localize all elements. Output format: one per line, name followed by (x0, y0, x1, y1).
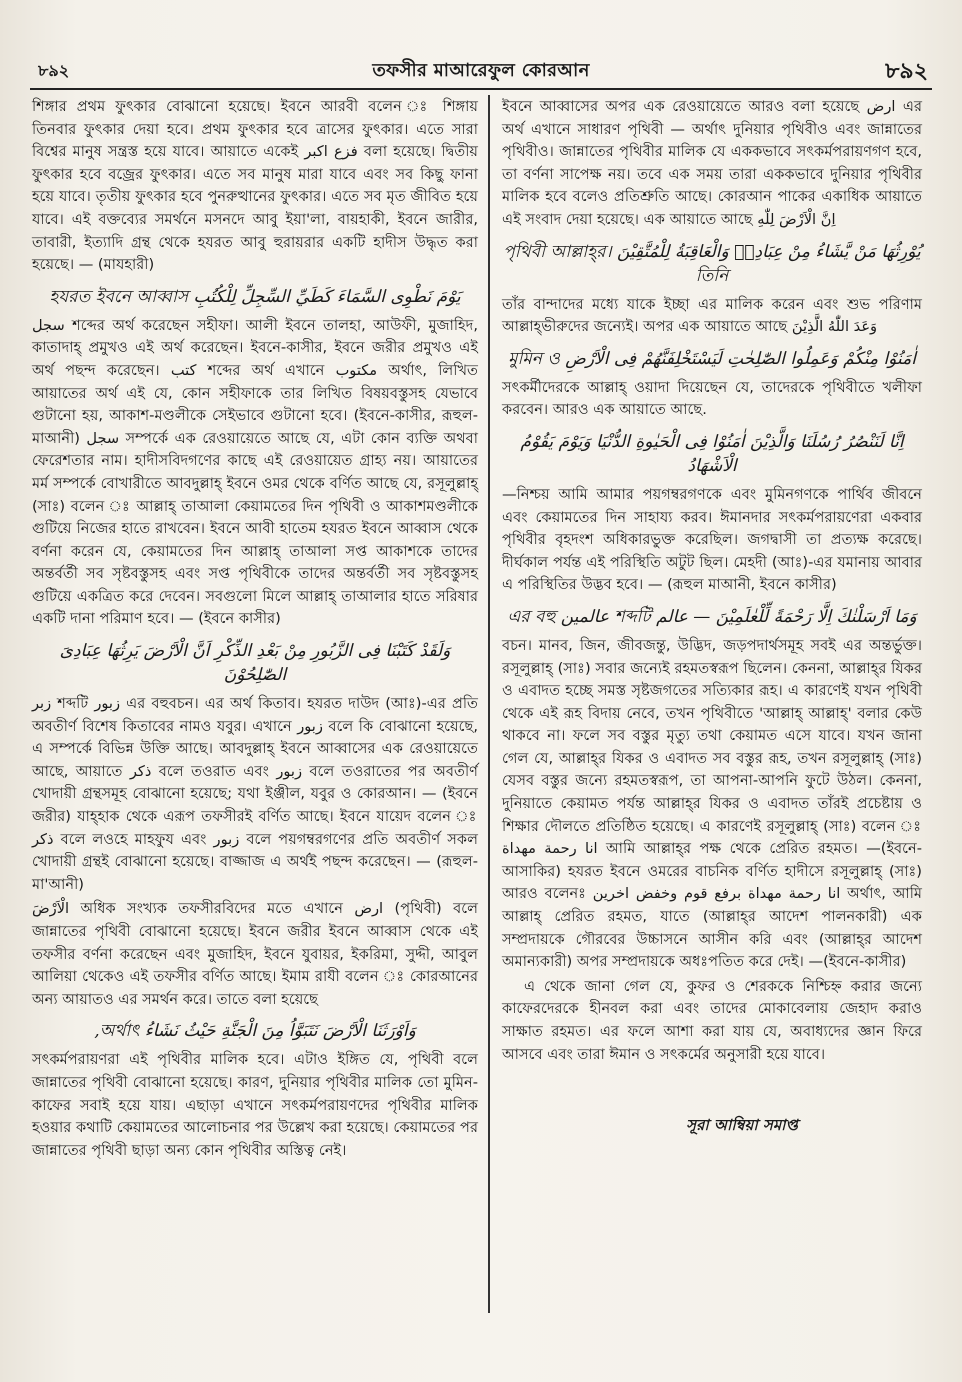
page-number-left: ৮৯২ (38, 61, 70, 80)
paragraph: —নিশ্চয় আমি আমার পয়গম্বরগণকে এবং মুমিনগণকে পার্থিব জীবনে এবং কেয়ামতের দিন সাহায্য করব। ঈমানদার সৎকর্মপরায়ণেরা একবার পৃথিবীর বৃহদংশ অধিকারভুক্ত করেছিল। জগদ্বাসী তা প্রত্যক্ষ করেছে। দীর্ঘকাল পর্যন্ত এই পরিস্থিতি অটুট ছিল। মেহদী (আঃ)-এর যমানায় আবার এ পরিস্থিতির উদ্ভব হবে। — (রূহুল মাআনী, ইবনে কাসীর) (502, 485, 922, 594)
arabic-verse: اٰمَنُوْا مِنْكُمْ وَعَمِلُوا الصّٰلِحٰتِ لَيَسْتَخْلِفَنَّهُمْ فِى الْاَرْضِ মুমিন ও (508, 348, 916, 369)
arabic-verse: وَلَقَدْ كَتَبْنَا فِى الزَّبُورِ مِنْ بَعْدِ الذِّكْرِ اَنَّ الْاَرْضَ يَرِثُهَا عِبَادِىَ الصّٰلِحُوْنَ (59, 641, 451, 686)
running-title: তফসীর মাআরেফুল কোরআন (372, 60, 590, 81)
paragraph: শিঙ্গার প্রথম ফুৎকার বোঝানো হয়েছে। ইবনে আরবী বলেন ঃ শিঙ্গায় তিনবার ফুৎকার দেয়া হবে। প্রথম ফুৎকার হবে ত্রাসের ফুৎকার। এতে সারা বিশ্বের মানুষ সন্ত্রস্ত হয়ে যাবে। আয়াতে একেই فزع اكبر বলা হয়েছে। দ্বিতীয় ফুৎকার হবে বজ্রের ফুৎকার। এতে সব মানুষ মারা যাবে এবং সব কিছু ফানা হয়ে যাবে। তৃতীয় ফুৎকার হবে পুনরুত্থানের ফুৎকার। এতে সব মৃত জীবিত হয়ে যাবে। এই বক্তব্যের সমর্থনে মসনদে আবু ইয়া'লা, বায়হাকী, ইবনে জারীর, তাবারী, ইত্যাদি গ্রন্থ থেকে হযরত আবু হুরায়রার একটি হাদীস উদ্ধৃত করা হয়েছে। — (মাযহারী) (32, 98, 478, 274)
column-divider (488, 95, 490, 1313)
paragraph: سجل শব্দের অর্থ করেছেন সহীফা। আলী ইবনে তালহা, আউফী, মুজাহিদ, কাতাদাহ্ প্রমুখও এই অর্থ করেছেন। ইবনে-কাসীর, ইবনে জরীর প্রমুখও এই অর্থ পছন্দ করেছেন। كتب শব্দের অর্থ এখানে مكتوب অর্থাৎ, লিখিত আয়াতের অর্থ এই যে, কোন সহীফাকে তার লিখিত বিষয়বস্তুসহ যেভাবে গুটানো হয়, আকাশ-মণ্ডলীকে সেইভাবে গুটানো হবে। (ইবনে-কাসীর, রূহুল-মাআনী) سجل সম্পর্কে এক রেওয়ায়েতে আছে যে, এটা কোন ব্যক্তি অথবা ফেরেশতার নাম। হাদীসবিদগণের কাছে এই রেওয়ায়েত গ্রাহ্য নয়। আয়াতের মর্ম সম্পর্কে বোখারীতে আবদুল্লাহ্ ইবনে ওমর থেকে বর্ণিত আছে যে, রসূলুল্লাহ্ (সাঃ) বলেন ঃ আল্লাহ্ তাআলা কেয়ামতের দিন পৃথিবী ও আকাশমণ্ডলীকে গুটিয়ে নিজের হাতে রাখবেন। ইবনে আবী হাতেম হযরত ইবনে আব্বাস থেকে বর্ণনা করেন যে, কেয়ামতের দিন আল্লাহ্ তাআলা সপ্ত আকাশকে তাদের অন্তর্বর্তী সব সৃষ্টবস্তুসহ এবং সপ্ত পৃথিবীকে তাদের অন্তর্বর্তী সব সৃষ্টবস্তুসহ গুটিয়ে একত্রিত করে দেবেন। সবগুলো মিলে আল্লাহ্ তাআলার হাতে সরিষার একটি দানা পরিমাণ হবে। — (ইবনে কাসীর) (32, 316, 479, 628)
paragraph: সৎকর্মপরায়ণরা এই পৃথিবীর মালিক হবে। এটাও ইঙ্গিত যে, পৃথিবী বলে জান্নাতের পৃথিবী বোঝানো হয়েছে। কারণ, দুনিয়ার পৃথিবীর মালিক তো মুমিন-কাফের সবাই হয়ে যায়। এছাড়া এখানে সৎকর্মপরায়ণদের পৃথিবীর মালিক হওয়ার কথাটি কেয়ামতের আলোচনার পর উল্লেখ করা হয়েছে। কেয়ামতের পর জান্নাতের পৃথিবী ছাড়া অন্য কোন পৃথিবীর অস্তিত্ব নেই। (32, 1051, 478, 1159)
paragraph: বচন। মানব, জিন, জীবজন্তু, উদ্ভিদ, জড়পদার্থসমূহ সবই এর অন্তর্ভুক্ত। রসূলুল্লাহ্ (সাঃ) সবার জন্যেই রহমতস্বরূপ ছিলেন। কেননা, আল্লাহ্‌র যিকর ও এবাদত হচ্ছে সমস্ত সৃষ্টজগতের সত্যিকার রূহ। এ কারণেই যখন পৃথিবী থেকে এই রূহ বিদায় নেবে, তখন পৃথিবীতে 'আল্লাহ্ আল্লাহ্' বলার কেউ থাকবে না। ফলে সব বস্তুর মৃত্যু তথা কেয়ামত এসে যাবে। যখন জানা গেল যে, আল্লাহ্‌র যিকর ও এবাদত সব বস্তুর রূহ, তখন রসূলুল্লাহ্ (সাঃ) যেসব বস্তুর জন্যে রহমতস্বরূপ, তা আপনা-আপনি ফুটে উঠল। কেননা, দুনিয়াতে কেয়ামত পর্যন্ত আল্লাহ্‌র যিকর ও এবাদত তাঁরই প্রচেষ্টায় ও শিক্ষার দৌলতে প্রতিষ্ঠিত হয়েছে। এ কারণেই রসূলুল্লাহ্ (সাঃ) বলেন ঃ انا رحمة مهداة আমি আল্লাহ্‌র পক্ষ থেকে প্রেরিত রহমত। —(ইবনে-আসাকির) হযরত ইবনে ওমরের বাচনিক বর্ণিত হাদীসে রসূলুল্লাহ্ (সাঃ) আরও বলেনঃ انا رحمة مهداة برفع قوم وخفض اخرين অর্থাৎ, আমি আল্লাহ্ প্রেরিত রহমত, যাতে (আল্লাহ্‌র আদেশ পালনকারী) এক সম্প্রদায়কে গৌরবের উচ্চাসনে আসীন করি এবং (আল্লাহ্‌র আদেশ অমান্যকারী) অপর সম্প্রদায়কে অধঃপতিত করে দেই। —(ইবনে-কাসীর) (502, 636, 922, 971)
paragraph: এ থেকে জানা গেল যে, কুফর ও শেরককে নিশ্চিহ্ন করার জন্যে কাফেরদেরকে হীনবল করা এবং তাদের মোকাবেলায় জেহাদ করাও সাক্ষাত রহমত। এর ফলে আশা করা যায় যে, অবাধ্যদের জ্ঞান ফিরে আসবে এবং তারা ঈমান ও সৎকর্মের অনুসারী হয়ে যাবে। (502, 977, 922, 1063)
page-number-right: ৮৯২ (885, 59, 928, 84)
paragraph: ইবনে আব্বাসের অপর এক রেওয়ায়েতে আরও বলা হয়েছে ارض এর অর্থ এখানে সাধারণ পৃথিবী — অর্থাৎ দুনিয়ার পৃথিবীও এবং জান্নাতের পৃথিবীও। জান্নাতের পৃথিবীর মালিক যে এককভাবে সৎকর্মপরায়ণগণ হবে, তা বর্ণনা সাপেক্ষ নয়। তবে এক সময় তারা এককভাবে দুনিয়ার পৃথিবীর মালিক হবে বলেও প্রতিশ্রুতি আছে। কোরআন পাকের একাধিক আয়াতে এই সংবাদ দেয়া হয়েছে। এক আয়াতে আছে اِنَّ الْاَرْضَ لِلّٰهِ (502, 98, 922, 228)
right-column (502, 96, 922, 1137)
header-rule (30, 88, 932, 90)
surah-end-mark: সূরা আম্বিয়া সমাপ্ত (686, 1116, 798, 1135)
paragraph: তাঁর বান্দাদের মধ্যে যাকে ইচ্ছা এর মালিক করেন এবং শুভ পরিণাম আল্লাহ্‌ভীরুদের জন্যেই। অপর এক আয়াতে আছে وَعَدَ اللّٰهُ الَّذِيْنَ (502, 295, 922, 336)
arabic-verse: اِنَّا لَنَنْصُرُ رُسُلَنَا وَالَّذِيْنَ اٰمَنُوْا فِى الْحَيٰوةِ الدُّنْيَا وَيَوْمَ يَقُوْمُ الْاَشْهَادُ (520, 431, 904, 476)
paragraph: زبر শব্দটি زبور এর বহুবচন। এর অর্থ কিতাব। হযরত দাউদ (আঃ)-এর প্রতি অবতীর্ণ বিশেষ কিতাবের নামও যবুর। এখানে زبور বলে কি বোঝানো হয়েছে, এ সম্পর্কে বিভিন্ন উক্তি আছে। আবদুল্লাহ্ ইবনে আব্বাসের এক রেওয়ায়েতে আছে, আয়াতে ذكر বলে তওরাত এবং زبور বলে তওরাতের পর অবতীর্ণ খোদায়ী গ্রন্থসমূহ বোঝানো হয়েছে; যথা ইঞ্জীল, যবুর ও কোরআন। — (ইবনে জরীর) যাহ্‌হাক থেকে এরূপ তফসীরই বর্ণিত আছে। ইবনে যায়েদ বলেন ঃ ذكر বলে লওহে মাহফুয এবং زبور বলে পয়গম্বরগণের প্রতি অবতীর্ণ সকল খোদায়ী গ্রন্থই বোঝানো হয়েছে। বাজ্জাজ এ অর্থই পছন্দ করেছেন। — (রূহুল-মা'আনী) (32, 695, 478, 893)
arabic-verse: يُوْرِثُهَا مَنْ يَّشَاءُ مِنْ عِبَادِهٖ وَالْعَاقِبَةُ لِلْمُتَّقِيْنَ পৃথিবী আল্লাহ্‌র। তিনি (503, 241, 921, 286)
arabic-verse: يَوْمَ نَطْوِى السَّمَاءَ كَطَيِّ السِّجِلِّ لِلْكُتُبِ হযরত ইবনে আব্বাস (49, 286, 461, 307)
arabic-verse: وَمَا اَرْسَلْنٰكَ اِلَّا رَحْمَةً لِّلْعٰلَمِيْنَ — عالم শব্দটি عالمين এর বহু (507, 606, 917, 627)
paragraph: الْاَرْضَ অধিক সংখ্যক তফসীরবিদের মতে এখানে ارض (পৃথিবী) বলে জান্নাতের পৃথিবী বোঝানো হয়েছে। ইবনে জরীর ইবনে আব্বাস থেকে এই তফসীর বর্ণনা করেছেন এবং মুজাহিদ, ইবনে যুবায়র, ইকরিমা, সুদ্দী, আবুল আলিয়া থেকেও এই তফসীর বর্ণিত আছে। ইমাম রাযী বলেন ঃ কোরআনের অন্য আয়াতও এর সমর্থন করে। তাতে বলা হয়েছে (32, 900, 478, 1008)
left-column (32, 96, 478, 1164)
paragraph: সৎকর্মীদেরকে আল্লাহ্ ওয়াদা দিয়েছেন যে, তাদেরকে পৃথিবীতে খলীফা করবেন। আরও এক আয়াতে আছে. (502, 378, 922, 419)
page-header (30, 52, 932, 92)
arabic-verse: وَاَوْرَثَنَا الْاَرْضَ نَتَبَوَّاُ مِنَ الْجَنَّةِ حَيْثُ نَشَاءُ অর্থাৎ, (94, 1021, 416, 1042)
